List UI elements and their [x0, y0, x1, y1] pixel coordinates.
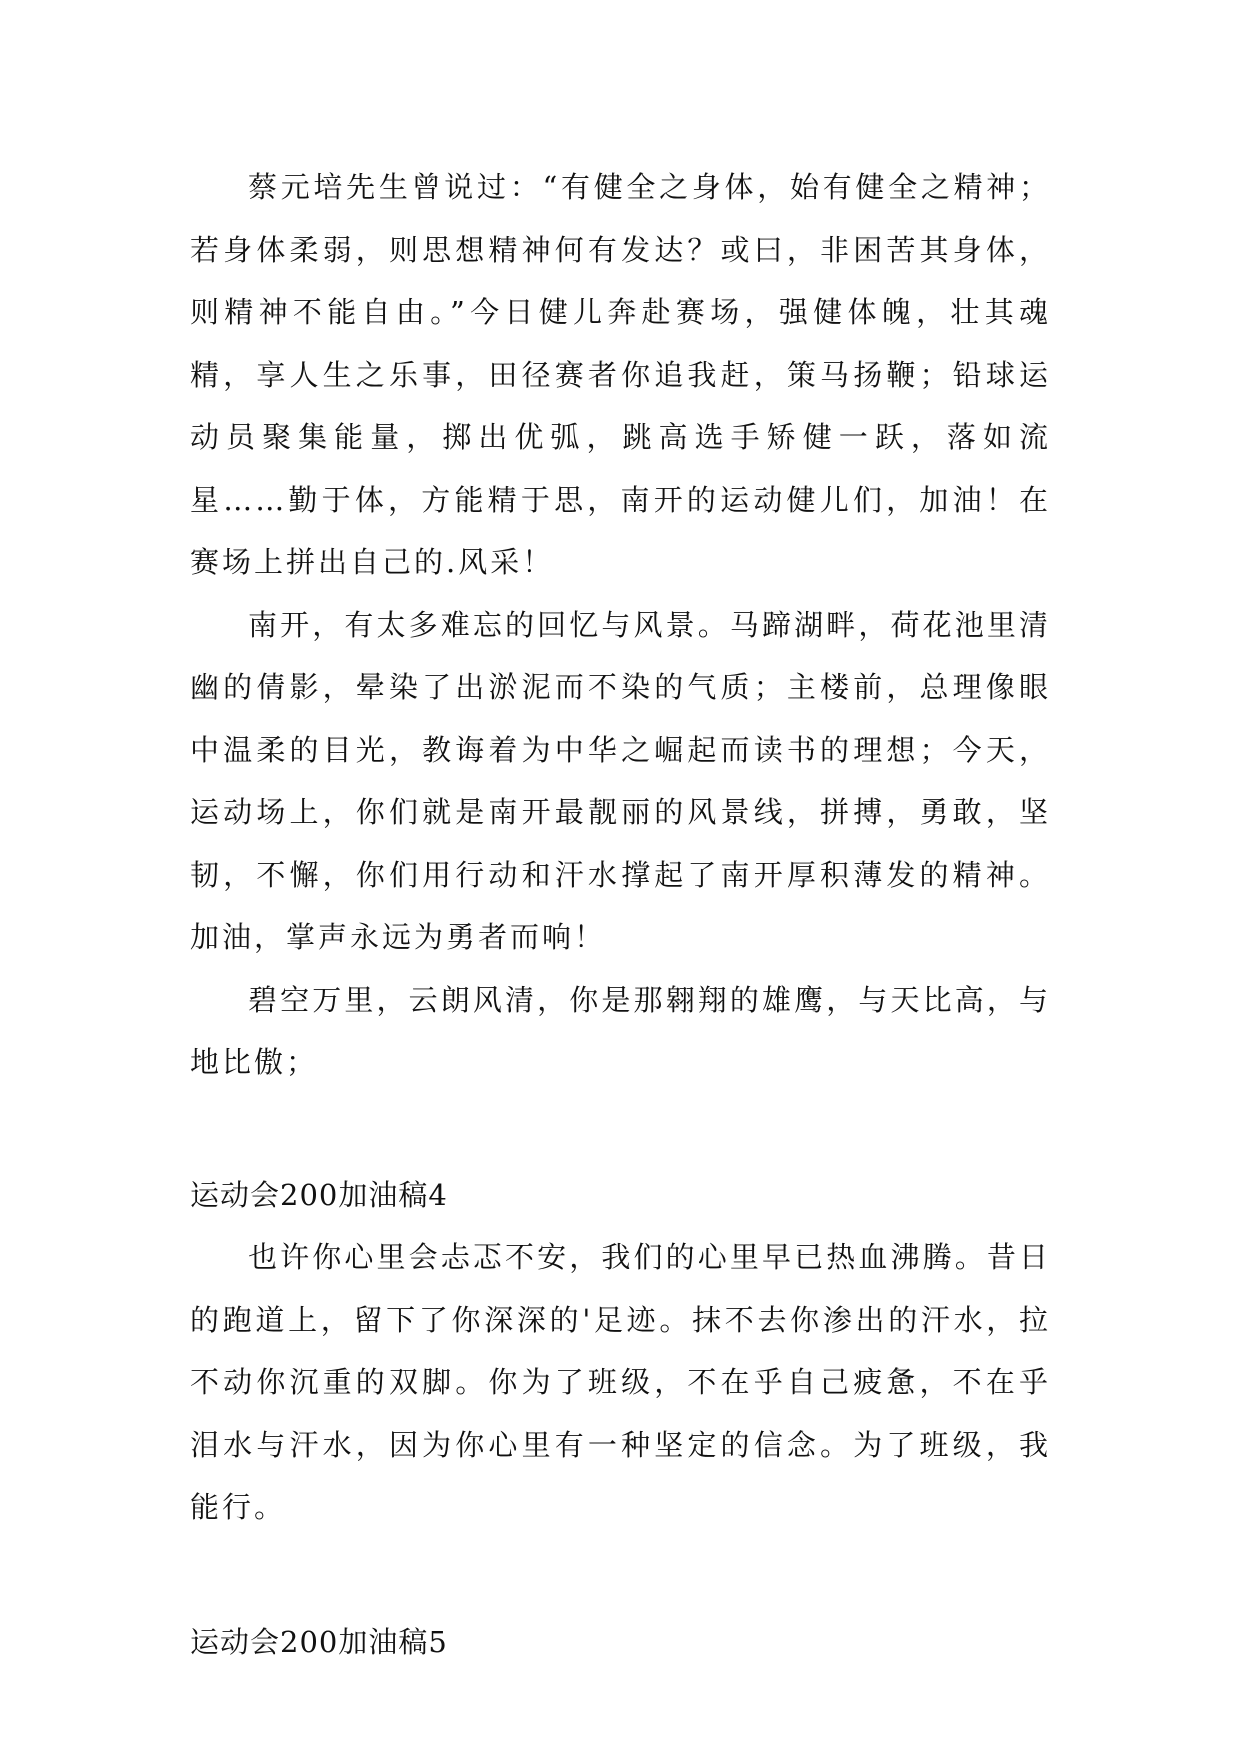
paragraph-cai-yuanpei: 蔡元培先生曾说过：“有健全之身体，始有健全之精神；若身体柔弱，则思想精神何有发达？或曰，非困苦其身体，则精神不能自由。”今日健儿奔赴赛场，强健体魄，壮其魂精，享人生之乐事，田径赛者你追我赶，策马扬鞭；铅球运动员聚集能量，掷出优弧，跳高选手矫健一跃，落如流星……勤于体，方能精于思，南开的运动健儿们，加油！在赛场上拼出自己的.风采！	[190, 170, 1051, 579]
paragraph-nankai-scenery: 南开，有太多难忘的回忆与风景。马蹄湖畔，荷花池里清幽的倩影，晕染了出淤泥而不染的气质；主楼前，总理像眼中温柔的目光，教诲着为中华之崛起而读书的理想；今天，运动场上，你们就是南开最靓丽的风景线，拼搏，勇敢，坚韧，不懈，你们用行动和汗水撑起了南开厚积薄发的精神。加油，掌声永远为勇者而响！	[190, 607, 1051, 954]
section-heading-4: 运动会200加油稿4	[190, 1177, 448, 1212]
paragraph-section-4: 也许你心里会忐忑不安，我们的心里早已热血沸腾。昔日的跑道上，留下了你深深的'足迹。抹不去你渗出的汗水，拉不动你沉重的双脚。你为了班级，不在乎自己疲惫，不在乎泪水与汗水，因为你心里有一种坚定的信念。为了班级，我能行。	[190, 1240, 1051, 1524]
paragraph-eagle: 碧空万里，云朗风清，你是那翱翔的雄鹰，与天比高，与地比傲；	[190, 982, 1051, 1079]
document-body	[190, 156, 1051, 1673]
section-heading-5: 运动会200加油稿5	[190, 1624, 448, 1659]
